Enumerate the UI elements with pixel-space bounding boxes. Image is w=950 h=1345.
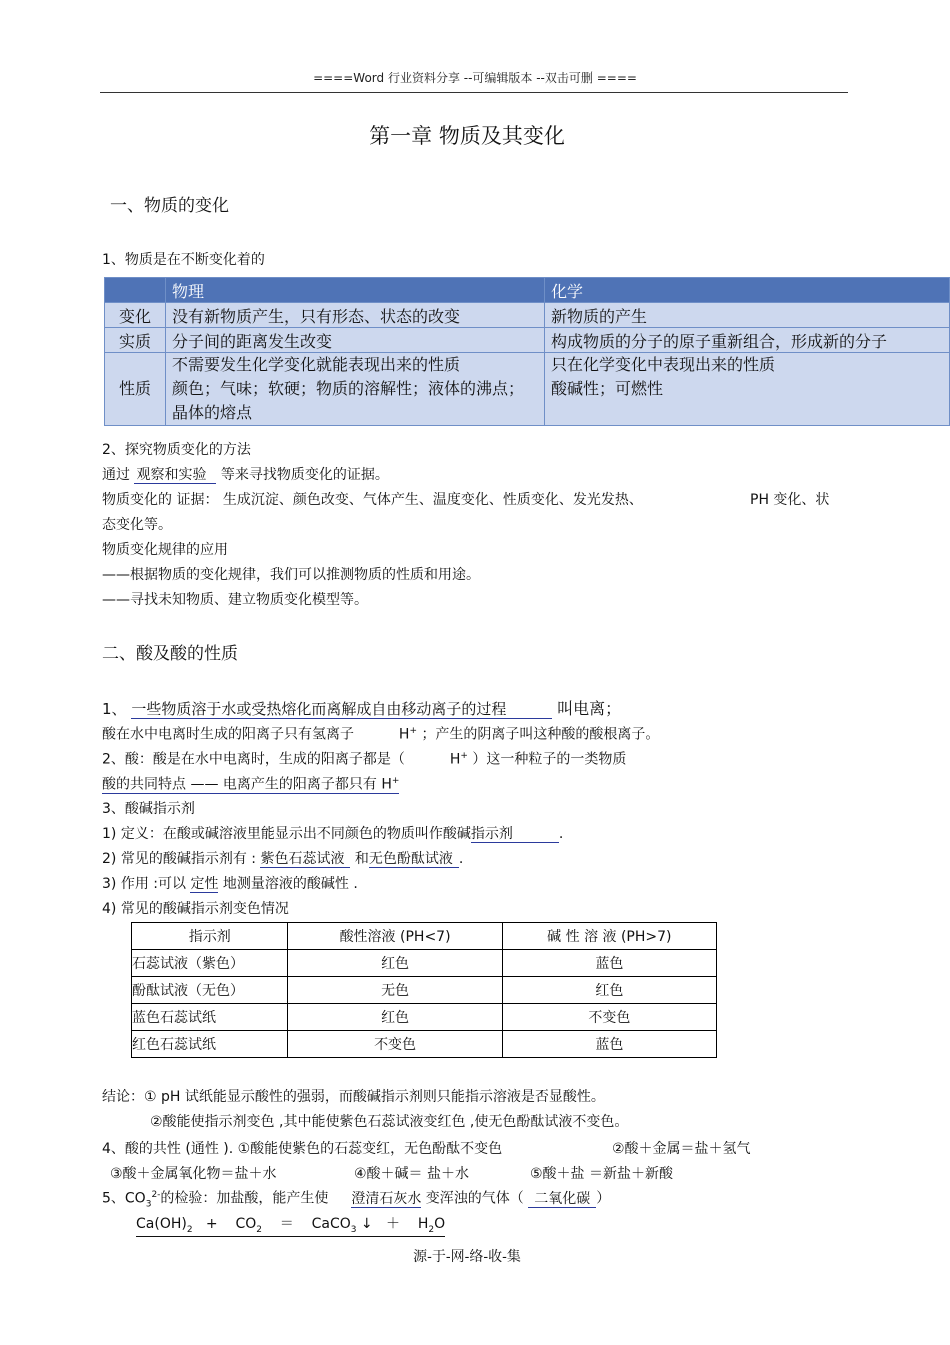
table-row bbox=[105, 353, 950, 426]
acid-common-d: ④酸＋碱＝ 盐＋水 bbox=[354, 1166, 470, 1182]
indicator-color-table bbox=[131, 922, 717, 1058]
section1-item2: 2、探究物质变化的方法 bbox=[102, 442, 251, 458]
indicator-definition: 1) 定义：在酸或碱溶液里能显示出不同颜色的物质叫作酸碱指示剂 . bbox=[102, 826, 564, 842]
indicator-name: 石蕊试液（紫色） bbox=[132, 950, 288, 977]
table-header-chemical: 化学 bbox=[545, 278, 950, 303]
indicator-qualitative: 定性 bbox=[190, 876, 219, 892]
evidence-line-b: PH 变化、状 bbox=[750, 492, 830, 508]
conclusion-2: ②酸能使指示剂变色 ,其中能使紫色石蕊试液变红色 ,使无色酚酞试液不变色。 bbox=[150, 1114, 629, 1130]
acid-def-a: 2、酸：酸是在水中电离时，生成的阳离子都是（ bbox=[102, 751, 405, 768]
row-physical bbox=[166, 353, 545, 426]
table-row bbox=[105, 303, 950, 328]
indicator-heading: 3、酸碱指示剂 bbox=[102, 801, 195, 817]
physical-line: 不需要发生化学变化就能表现出来的性质 bbox=[172, 355, 461, 374]
indicator-name: 红色石蕊试纸 bbox=[132, 1031, 288, 1058]
ionization-definition: 一些物质溶于水或受热熔化而离解成自由移动离子的过程 bbox=[131, 701, 552, 719]
base-header: 碱 性 溶 液 (PH>7) bbox=[502, 923, 716, 950]
row-physical: 没有新物质产生，只有形态、状态的改变 bbox=[166, 303, 545, 328]
indicator-header: 指示剂 bbox=[132, 923, 288, 950]
page-header: ====Word 行业资料分享 --可编辑版本 --双击可删 ==== bbox=[313, 71, 637, 85]
acid-common-c: ③酸＋金属氧化物＝盐＋水 bbox=[110, 1166, 277, 1182]
acid-ion-a: 酸在水中电离时生成的阳离子只有氢离子 bbox=[102, 726, 354, 743]
table-header-physical: 物理 bbox=[166, 278, 545, 303]
row-label: 实质 bbox=[105, 328, 166, 353]
ionization-term: 叫电离； bbox=[557, 699, 622, 718]
physical-line: 晶体的熔点 bbox=[172, 403, 253, 422]
physical-line: 颜色；气味；软硬；物质的溶解性；液体的沸点； bbox=[172, 379, 525, 398]
acid-feature-line bbox=[102, 777, 399, 794]
acid-color: 不变色 bbox=[288, 1031, 502, 1058]
indicator-litmus: 紫色石蕊试液 bbox=[260, 852, 350, 868]
row-chemical bbox=[545, 353, 950, 426]
acid-ion-sup: + bbox=[409, 726, 417, 736]
law-line2: ——寻找未知物质、建立物质变化模型等。 bbox=[102, 592, 368, 608]
table-row bbox=[132, 950, 717, 977]
acid-definition-line bbox=[102, 752, 626, 767]
row-chemical: 新物质的产生 bbox=[545, 303, 950, 328]
acid-color: 红色 bbox=[288, 950, 502, 977]
method-line bbox=[102, 468, 389, 484]
page-footer: 源-于-网-络-收-集 bbox=[413, 1249, 521, 1265]
indicator-name: 酚酞试液（无色） bbox=[132, 977, 288, 1004]
equation-underlined: $Ca(OH)_2$ + $CO_2$ ＝ CaCO$_3$ ↓ ＋ $H_2O$ bbox=[136, 1216, 446, 1235]
chapter-title: 第一章 物质及其变化 bbox=[369, 124, 565, 148]
base-color: 蓝色 bbox=[502, 950, 716, 977]
carbon-dioxide-term: 二氧化碳 bbox=[528, 1192, 596, 1208]
acid-header: 酸性溶液 (PH<7) bbox=[288, 923, 502, 950]
carbonate-test-line: 5、$CO_3^{2-}$的检验：加盐酸，能产生使 澄清石灰水 变浑浊的气体（ 二氧化碳 ） bbox=[102, 1190, 611, 1210]
base-color: 不变色 bbox=[502, 1004, 716, 1031]
acid-common-b: ②酸＋金属＝盐＋氢气 bbox=[612, 1141, 751, 1157]
law-line1: ——根据物质的变化规律，我们可以推测物质的性质和用途。 bbox=[102, 567, 480, 583]
chemical-equation bbox=[136, 1217, 445, 1237]
acid-ion-h: H bbox=[398, 726, 410, 743]
table-header-cell bbox=[105, 278, 166, 303]
evidence-line-a: 物质变化的 证据： 生成沉淀、颜色改变、气体产生、温度变化、性质变化、发光发热、 bbox=[102, 492, 643, 508]
acid-color: 无色 bbox=[288, 977, 502, 1004]
conclusion-1: 结论：① pH 试纸能显示酸性的强弱，而酸碱指示剂则只能指示溶液是否显酸性。 bbox=[102, 1089, 605, 1105]
method-pre: 通过 bbox=[102, 467, 130, 483]
acid-def-sup: + bbox=[460, 751, 468, 761]
table-row bbox=[105, 328, 950, 353]
acid-feature: 酸的共同特点 —— 电离产生的阳离子都只有 H+ bbox=[102, 776, 400, 793]
indicator-table-title: 4) 常见的酸碱指示剂变色情况 bbox=[102, 901, 289, 917]
indicator-common: 2) 常见的酸碱指示剂有 : 紫色石蕊试液 和无色酚酞试液 . bbox=[102, 851, 464, 867]
acid-def-h: H bbox=[449, 751, 461, 768]
table-row bbox=[132, 1004, 717, 1031]
method-underlined: 观察和实验 bbox=[134, 468, 216, 484]
section2-heading: 二、酸及酸的性质 bbox=[102, 644, 238, 664]
table-header-row bbox=[105, 278, 950, 303]
header-divider bbox=[100, 92, 848, 93]
acid-ion-line bbox=[102, 727, 659, 742]
ionization-pre: 1、 bbox=[102, 700, 127, 718]
chemical-line: 只在化学变化中表现出来的性质 bbox=[551, 355, 776, 374]
acid-color: 红色 bbox=[288, 1004, 502, 1031]
change-comparison-table bbox=[104, 277, 950, 426]
row-physical: 分子间的距离发生改变 bbox=[166, 328, 545, 353]
base-color: 红色 bbox=[502, 977, 716, 1004]
indicator-function: 3) 作用 :可以 定性 地测量溶液的酸碱性 . bbox=[102, 876, 358, 892]
acid-common-e: ⑤酸＋盐 ＝新盐＋新酸 bbox=[530, 1166, 674, 1182]
base-color: 蓝色 bbox=[502, 1031, 716, 1058]
table-header-row bbox=[132, 923, 717, 950]
indicator-name: 蓝色石蕊试纸 bbox=[132, 1004, 288, 1031]
table-row bbox=[132, 1031, 717, 1058]
limewater-term: 澄清石灰水 bbox=[351, 1190, 422, 1207]
acid-ion-b: ；产生的阴离子叫这种酸的酸根离子。 bbox=[421, 726, 660, 743]
acid-common-a: 4、酸的共性 (通性 ). ①酸能使紫色的石蕊变红，无色酚酞不变色 bbox=[102, 1141, 503, 1157]
chemical-line: 酸碱性；可燃性 bbox=[551, 379, 664, 398]
indicator-term: 指示剂 bbox=[471, 827, 559, 843]
law-title: 物质变化规律的应用 bbox=[102, 542, 228, 558]
indicator-phenolphthalein: 无色酚酞试液 bbox=[369, 852, 459, 868]
row-label: 性质 bbox=[105, 353, 166, 426]
evidence-line-c: 态变化等。 bbox=[102, 517, 172, 533]
section1-item1: 1、物质是在不断变化着的 bbox=[102, 252, 265, 268]
ionization-line bbox=[102, 701, 621, 719]
table-row bbox=[132, 977, 717, 1004]
acid-def-c: ）这一种粒子的一类物质 bbox=[472, 751, 627, 768]
row-label: 变化 bbox=[105, 303, 166, 328]
method-post: 等来寻找物质变化的证据。 bbox=[220, 467, 389, 483]
section1-heading: 一、物质的变化 bbox=[110, 196, 229, 216]
row-chemical: 构成物质的分子的原子重新组合，形成新的分子 bbox=[545, 328, 950, 353]
